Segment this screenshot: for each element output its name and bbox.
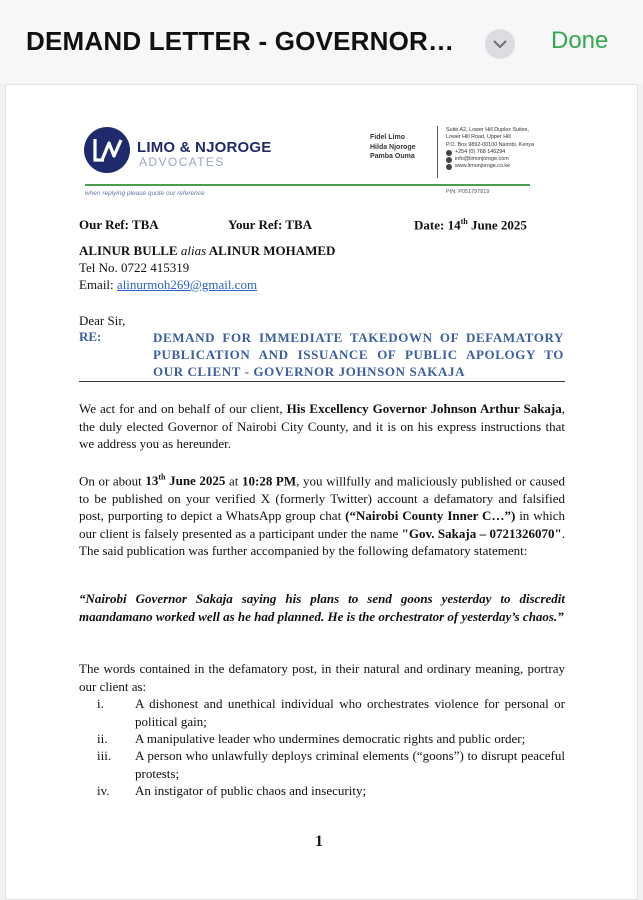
list-item: i. A dishonest and unethical individual who orchestrates violence for personal or political gain; [97,696,565,729]
firm-phone: +254 (0) 768 146294 [455,148,506,155]
defamatory-quote: “Nairobi Governor Sakaja saying his plans to send goons yesterday to discredit maandamano worked well as he had planned. He is the orchestrator of yesterday’s chaos.” [79,591,565,624]
globe-icon [446,164,452,170]
recipient-email-line: Email: alinurmoh269@gmail.com [79,277,258,292]
salutation: Dear Sir, [79,313,126,328]
list-item: iv. An instigator of public chaos and insecurity; [97,783,367,798]
partner-name: Fidel Limo [370,134,405,141]
document-title: DEMAND LETTER - GOVERNOR… [26,26,455,56]
partner-name: Hilda Njoroge [370,143,416,151]
firm-pin: PIN: P051797819 [446,189,490,195]
firm-contact [446,127,534,171]
firm-email[interactable]: info@limonjoroge.com [455,156,509,163]
recipient-name: ALINUR BULLE alias ALINUR MOHAMED [79,243,336,258]
page-number: 1 [315,833,323,850]
re-label: RE: [79,329,102,344]
document-header [0,0,643,84]
firm-website[interactable]: www.limonjoroge.co.ke [455,163,511,170]
address-line: Suite A2, Lower Hill Duplex Suites, [446,127,529,133]
firm-name: LIMO & NJOROGE [137,139,272,156]
address-line: P.O. Box 9892-00100 Nairobi, Kenya [446,141,535,148]
subject-rule [79,381,565,382]
firm-logo [83,126,131,174]
list-item: iii. A person who unlawfully deploys criminal elements (“goons”) to disrupt peaceful protests; [97,748,565,781]
paragraph-intro: We act for and on behalf of our client, His Excellency Governor Johnson Arthur Sakaja, the duly elected Governor of Nairobi City County, and it is on his express instructions that we address you as hereunder. [79,401,566,451]
letterhead-tagline: when replying please quote our reference [85,190,205,197]
paragraph-meaning: The words contained in the defamatory post, in their natural and ordinary meaning, portray our client as: [79,661,565,694]
mail-icon [446,157,452,163]
our-ref: Our Ref: TBA [79,217,159,232]
partners-list [370,133,416,162]
recipient-tel: Tel No. 0722 415319 [79,260,190,275]
done-button[interactable]: Done [551,27,609,54]
list-item: ii. A manipulative leader who undermines democratic rights and public order; [97,731,526,746]
your-ref: Your Ref: TBA [228,217,313,232]
paragraph-publication: On or about 13th June 2025 at 10:28 PM, you willfully and maliciously published or caused to be published on your verified X (formerly Twitter) account a defamatory and falsified post, purporting to depict a WhatsApp group chat (“Nairobi County Inner C…”) in which our client is falsely presented as a participant under the name "Gov. Sakaja – 0721326070". The said publication was further accompanied by the following defamatory statement: [79,473,565,559]
phone-icon [446,150,452,156]
letterhead-separator [437,126,438,178]
firm-subtitle: ADVOCATES [139,155,225,169]
recipient-email-link[interactable]: alinurmoh269@gmail.com [116,277,258,292]
letter-date: Date: 14th June 2025 [414,217,527,233]
chevron-down-icon [493,40,507,49]
re-subject: DEMAND FOR IMMEDIATE TAKEDOWN OF DEFAMATORY PUBLICATION AND ISSUANCE OF PUBLIC APOLOGY TO OUR CLIENT - GOVERNOR JOHNSON SAKAJA [153,330,564,379]
title-menu-button[interactable] [485,29,515,59]
address-line: Lower Hill Road, Upper Hill [446,134,511,141]
letterhead-divider [85,184,530,186]
partner-name: Pamba Ouma [370,153,415,160]
